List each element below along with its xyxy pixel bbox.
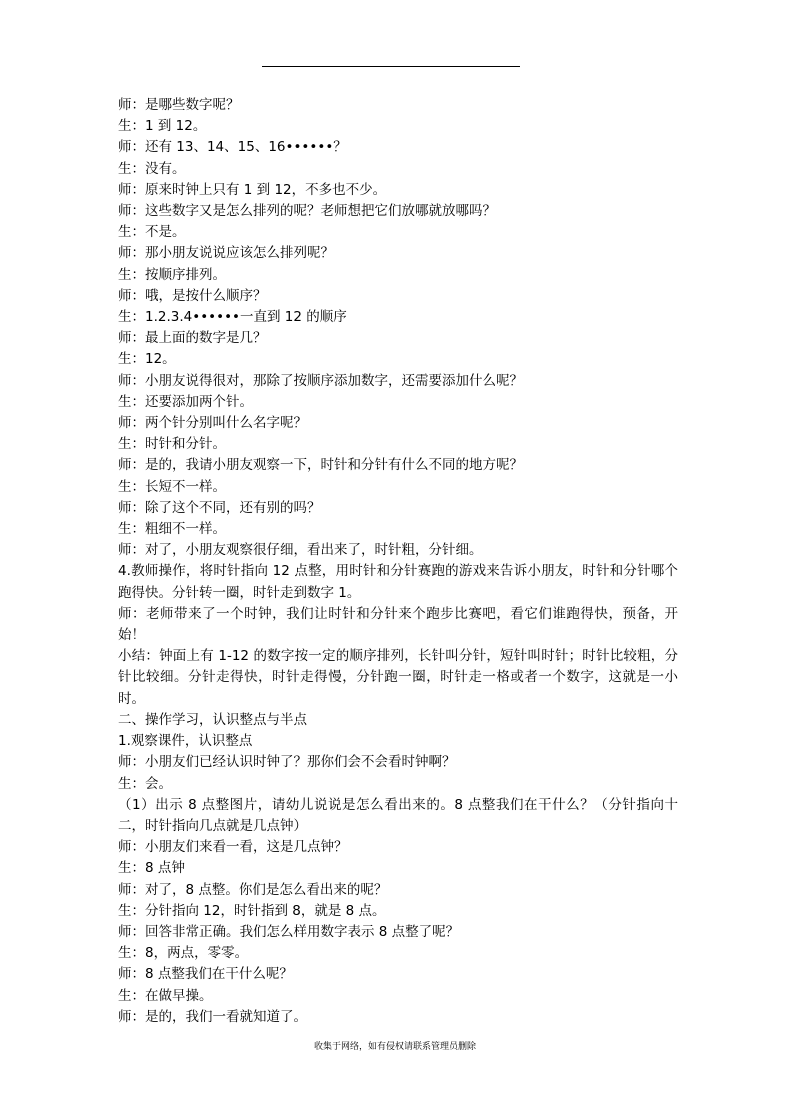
transcript-line: 师：回答非常正确。我们怎么样用数字表示 8 点整了呢？: [118, 923, 460, 940]
transcript-line: 生：8，两点，零零。: [118, 945, 249, 962]
transcript-line: 师：原来时钟上只有 1 到 12，不多也不少。: [118, 181, 387, 198]
transcript-line: 师：这些数字又是怎么排列的呢？老师想把它们放哪就放哪吗？: [118, 203, 496, 220]
transcript-line: 师：最上面的数字是几？: [118, 330, 267, 347]
transcript-line: 师：还有 13、14、15、16••••••？: [118, 139, 347, 156]
transcript-line: 师：除了这个不同，还有别的吗？: [118, 499, 321, 516]
transcript-line: 生：分针指向 12，时针指到 8，就是 8 点。: [118, 902, 386, 919]
transcript-line: 生：12。: [118, 351, 176, 368]
transcript-line: 生：时针和分针。: [118, 436, 226, 453]
transcript-line: 生：1 到 12。: [118, 118, 207, 135]
transcript-line: 生：8 点钟: [118, 860, 185, 877]
activity-paragraph: （1）出示 8 点整图片，请幼儿说说是怎么看出来的。8 点整我们在干什么？（分针指向十二，时针指向几点就是几点钟）: [118, 796, 678, 834]
transcript-paragraph: 师：老师带来了一个时钟，我们让时针和分针来个跑步比赛吧，看它们谁跑得快，预备，开始！: [118, 605, 678, 644]
transcript-line: 生：按顺序排列。: [118, 266, 226, 283]
transcript-line: 师：8 点整我们在干什么呢？: [118, 966, 293, 983]
lesson-transcript: [118, 95, 678, 1028]
transcript-line: 师：是的，我请小朋友观察一下，时针和分针有什么不同的地方呢？: [118, 457, 523, 474]
transcript-line: 生：粗细不一样。: [118, 521, 226, 538]
transcript-line: 师：两个针分别叫什么名字呢？: [118, 415, 307, 432]
transcript-line: 生：没有。: [118, 160, 186, 177]
header-rule: [262, 66, 520, 67]
transcript-line: 师：小朋友们已经认识时钟了？那你们会不会看时钟啊？: [118, 754, 456, 771]
transcript-line: 生：还要添加两个针。: [118, 393, 253, 410]
section-heading: 二、操作学习，认识整点与半点: [118, 711, 307, 728]
transcript-line: 生：1.2.3.4••••••一直到 12 的顺序: [118, 309, 347, 326]
summary-paragraph: 小结：钟面上有 1-12 的数字按一定的顺序排列，长针叫分针，短针叫时针；时针比较粗，分针比较细。分针走得快，时针走得慢，分针跑一圈，时针走一格或者一个数字，这就是一小时。: [118, 648, 678, 707]
teacher-operation-paragraph: 4.教师操作，将时针指向 12 点整，用时针和分针赛跑的游戏来告诉小朋友，时针和分针哪个跑得快。分针转一圈，时针走到数字 1。: [118, 563, 678, 601]
transcript-line: 师：对了，小朋友观察很仔细，看出来了，时针粗，分针细。: [118, 542, 483, 559]
transcript-line: 师：小朋友们来看一看，这是几点钟？: [118, 839, 348, 856]
transcript-line: 师：对了，8 点整。你们是怎么看出来的呢？: [118, 881, 388, 898]
transcript-line: 师：那小朋友说说应该怎么排列呢？: [118, 245, 334, 262]
transcript-line: 师：是的，我们一看就知道了。: [118, 1008, 307, 1025]
transcript-line: 师：小朋友说得很对，那除了按顺序添加数字，还需要添加什么呢？: [118, 372, 523, 389]
transcript-line: 师：哦，是按什么顺序？: [118, 287, 267, 304]
transcript-line: 生：不是。: [118, 224, 186, 241]
footer-disclaimer: 收集于网络，如有侵权请联系管理员删除: [313, 1042, 476, 1052]
subsection-heading: 1.观察课件，认识整点: [118, 733, 253, 750]
transcript-line: 生：长短不一样。: [118, 478, 226, 495]
transcript-line: 生：会。: [118, 775, 172, 792]
transcript-line: 生：在做早操。: [118, 987, 213, 1004]
transcript-line: 师：是哪些数字呢？: [118, 97, 240, 113]
